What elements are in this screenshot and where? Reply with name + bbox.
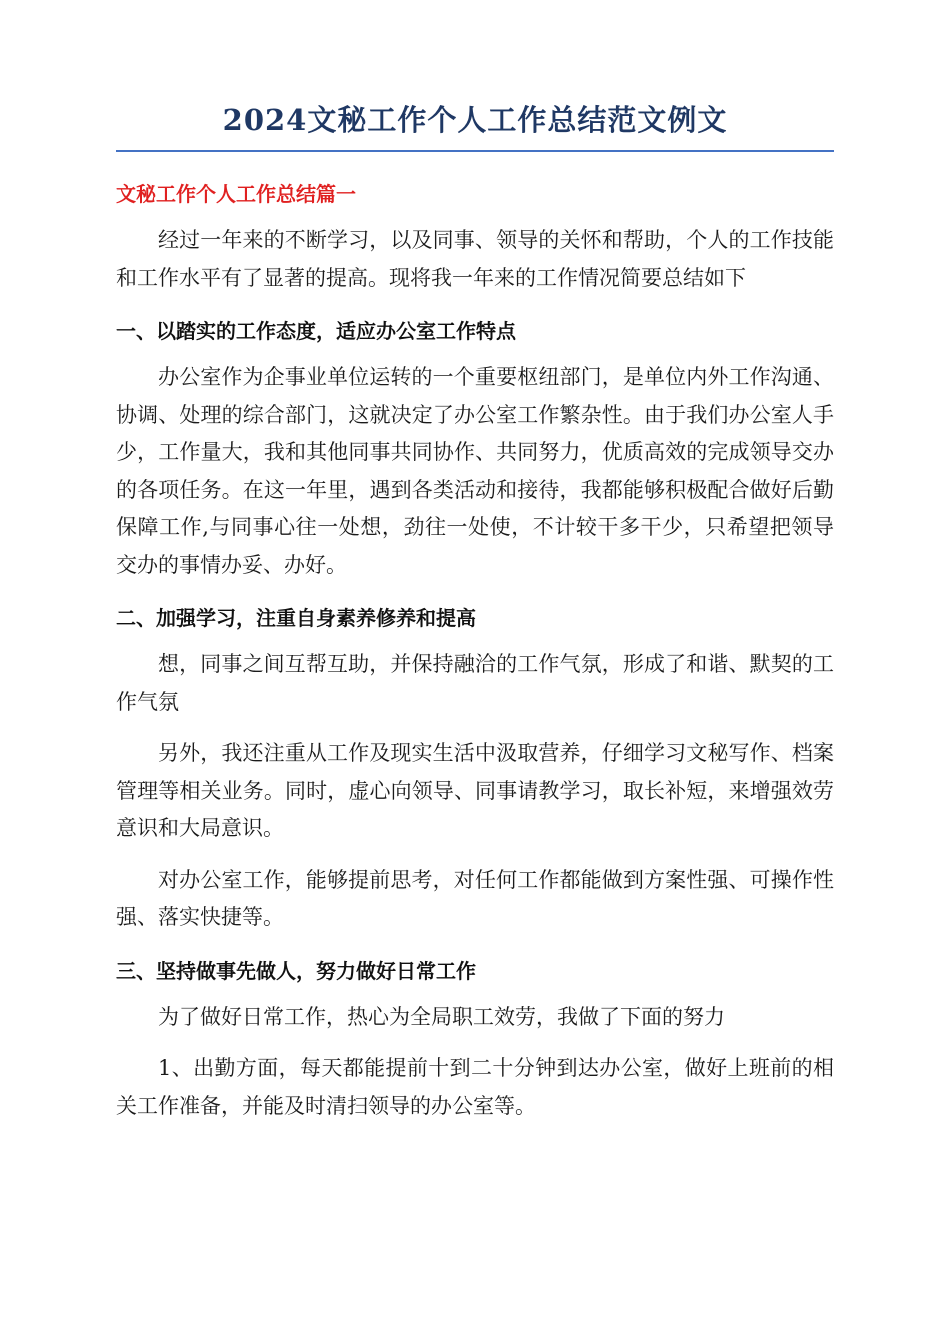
section-title: 文秘工作个人工作总结篇一 (116, 182, 356, 206)
paragraph-office-role: 办公室作为企事业单位运转的一个重要枢纽部门，是单位内外工作沟通、协调、处理的综合部门，这就决定了办公室工作繁杂性。由于我们办公室人手少，工作量大，我和其他同事共同协作、共同努力，优质高效的完成领导交办的各项任务。在这一年里，遇到各类活动和接待，我都能够积极配合做好后勤保障工作,与同事心往一处想，劲往一处使，不计较干多干少，只希望把领导交办的事情办妥、办好。 (116, 365, 834, 577)
paragraph-study: 另外，我还注重从工作及现实生活中汲取营养，仔细学习文秘写作、档案管理等相关业务。同时，虚心向领导、同事请教学习，取长补短，来增强效劳意识和大局意识。 (116, 741, 834, 840)
heading-1: 一、以踏实的工作态度，适应办公室工作特点 (116, 319, 516, 343)
heading-3: 三、坚持做事先做人，努力做好日常工作 (116, 958, 476, 983)
paragraph-intro: 经过一年来的不断学习，以及同事、领导的关怀和帮助，个人的工作技能和工作水平有了显著的提高。现将我一年来的工作情况简要总结如下 (116, 228, 834, 290)
paragraph-colleagues: 想，同事之间互帮互助，并保持融洽的工作气氛，形成了和谐、默契的工作气氛 (116, 652, 834, 714)
paragraph-planning: 对办公室工作，能够提前思考，对任何工作都能做到方案性强、可操作性强、落实快捷等。 (116, 867, 834, 929)
paragraph-attendance: 1、出勤方面，每天都能提前十到二十分钟到达办公室，做好上班前的相关工作准备，并能及时清扫领导的办公室等。 (116, 1056, 834, 1118)
heading-2: 二、加强学习，注重自身素养修养和提高 (116, 606, 476, 630)
document-page (116, 100, 834, 1125)
document-title: 2024文秘工作个人工作总结范文例文 (116, 100, 834, 152)
paragraph-daily-work: 为了做好日常工作，热心为全局职工效劳，我做了下面的努力 (158, 1004, 725, 1029)
